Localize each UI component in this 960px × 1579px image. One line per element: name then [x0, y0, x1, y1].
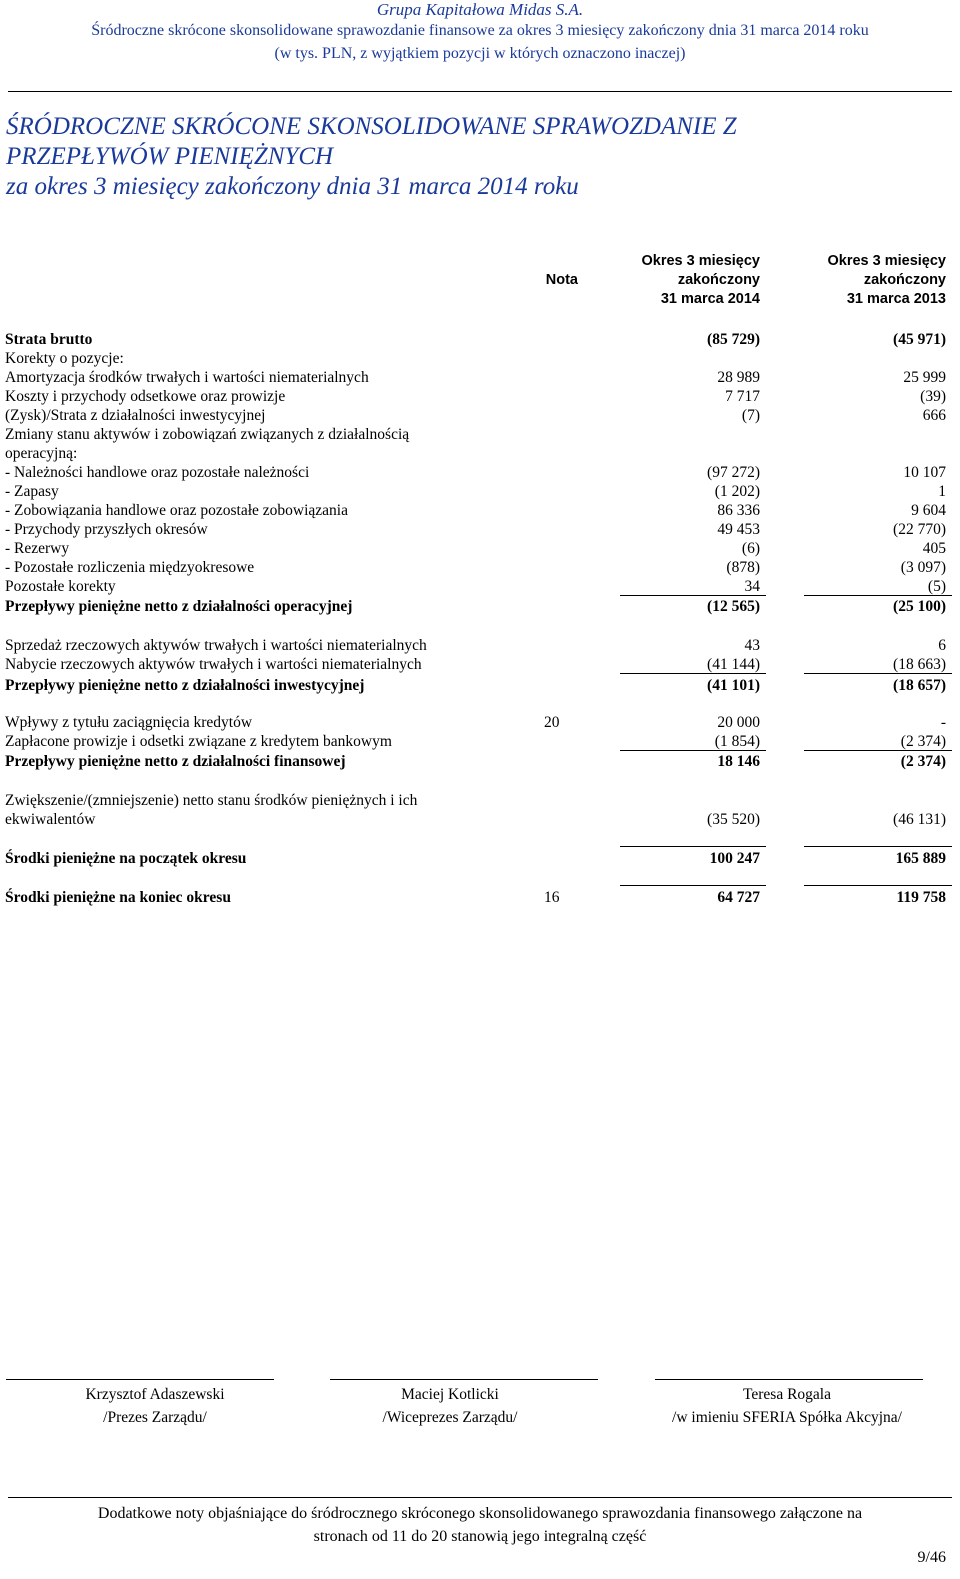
row-label: Środki pieniężne na początek okresu [5, 850, 247, 867]
table-row [0, 368, 960, 387]
row-label: Zwiększenie/(zmniejszenie) netto stanu środków pieniężnych i ich [5, 792, 418, 809]
signature-line [655, 1379, 923, 1380]
signatory-role: /Prezes Zarządu/ [103, 1409, 207, 1426]
row-value-2014: (1 202) [714, 483, 760, 500]
row-value-2013: (18 663) [893, 656, 946, 673]
table-row [0, 636, 960, 655]
row-value-2013: 405 [922, 540, 946, 557]
row-value-2013: 119 758 [896, 889, 946, 906]
row-value-2013: 10 107 [903, 464, 946, 481]
page-number: 9/46 [917, 1549, 946, 1566]
subtotal-line [620, 673, 766, 674]
table-row [0, 406, 960, 425]
signatory-role: /w imieniu SFERIA Spółka Akcyjna/ [672, 1409, 902, 1426]
row-value-2014: (878) [726, 559, 760, 576]
row-value-2014: 100 247 [709, 850, 760, 867]
signatory-role: /Wiceprezes Zarządu/ [382, 1409, 518, 1426]
row-label: Zapłacone prowizje i odsetki związane z kredytem bankowym [5, 733, 392, 750]
row-value-2013: (25 100) [893, 598, 946, 615]
header-divider [8, 91, 952, 92]
table-row [0, 752, 960, 771]
row-value-2013: (5) [927, 578, 946, 595]
table-row [0, 330, 960, 349]
column-2014-line3: 31 marca 2014 [660, 291, 760, 307]
row-value-2014: 28 989 [717, 369, 760, 386]
table-row [0, 520, 960, 539]
row-label: Nabycie rzeczowych aktywów trwałych i wartości niematerialnych [5, 656, 422, 673]
row-value-2014: (41 144) [707, 656, 760, 673]
row-value-2013: (18 657) [893, 677, 946, 694]
row-value-2013: (22 770) [893, 521, 946, 538]
subtotal-line [804, 673, 952, 674]
company-name: Grupa Kapitałowa Midas S.A. [376, 0, 584, 19]
column-2014-line1: Okres 3 miesięcy [641, 253, 760, 269]
row-value-2013: 165 889 [895, 850, 946, 867]
row-value-2014: (41 101) [707, 677, 760, 694]
signatory-name: Krzysztof Adaszewski [85, 1386, 225, 1403]
table-row [0, 387, 960, 406]
row-value-2013: (46 131) [893, 811, 946, 828]
table-row [0, 577, 960, 596]
table-row [0, 888, 960, 907]
row-label: - Przychody przyszłych okresów [5, 521, 208, 538]
row-label: Środki pieniężne na koniec okresu [5, 889, 231, 906]
row-value-2014: 18 146 [717, 753, 760, 770]
row-label: - Zobowiązania handlowe oraz pozostałe zobowiązania [5, 502, 348, 519]
column-header-2014 [641, 252, 760, 309]
row-value-2014: (7) [741, 407, 760, 424]
row-label: Wpływy z tytułu zaciągnięcia kredytów [5, 714, 253, 731]
row-nota: 20 [544, 714, 560, 731]
row-label: Przepływy pieniężne netto z działalności inwestycyjnej [5, 677, 365, 694]
nota-column-header: Nota [545, 272, 578, 288]
row-label: operacyjną: [5, 445, 78, 462]
row-label: - Należności handlowe oraz pozostałe należności [5, 464, 310, 481]
table-row [0, 849, 960, 868]
table-row [0, 349, 960, 368]
row-label: Pozostałe korekty [5, 578, 116, 595]
column-2013-line1: Okres 3 miesięcy [827, 253, 946, 269]
table-row [0, 791, 960, 810]
row-label: Koszty i przychody odsetkowe oraz prowizje [5, 388, 286, 405]
subtotal-line [804, 846, 952, 847]
table-row [0, 444, 960, 463]
subtotal-line [804, 750, 952, 751]
subtotal-line [804, 885, 952, 886]
row-label: - Zapasy [5, 483, 59, 500]
row-value-2014: 86 336 [717, 502, 760, 519]
row-value-2013: 6 [938, 637, 946, 654]
row-label: Strata brutto [5, 331, 93, 348]
row-value-2013: (3 097) [900, 559, 946, 576]
row-value-2013: - [940, 714, 946, 731]
row-value-2013: 1 [938, 483, 946, 500]
table-row [0, 732, 960, 751]
footer-note-line1: Dodatkowe noty objaśniające do śródrocznego skróconego skonsolidowanego sprawozdania finansowego załączone na [97, 1505, 863, 1522]
table-row [0, 810, 960, 829]
signature-line [330, 1379, 598, 1380]
row-nota: 16 [544, 889, 560, 906]
signatory-name: Teresa Rogala [743, 1386, 831, 1403]
row-value-2014: 43 [744, 637, 760, 654]
row-label: Przepływy pieniężne netto z działalności finansowej [5, 753, 346, 770]
row-label: Przepływy pieniężne netto z działalności operacyjnej [5, 598, 353, 615]
column-2013-line2: zakończony [863, 272, 946, 288]
subtotal-line [620, 750, 766, 751]
column-2014-line2: zakończony [677, 272, 760, 288]
table-row [0, 558, 960, 577]
row-label: (Zysk)/Strata z działalności inwestycyjnej [5, 407, 266, 424]
table-row [0, 425, 960, 444]
currency-note: (w tys. PLN, z wyjątkiem pozycji w których oznaczono inaczej) [274, 45, 686, 62]
footer-divider [8, 1497, 952, 1498]
signatory-name: Maciej Kotlicki [401, 1386, 499, 1403]
row-value-2014: 7 717 [725, 388, 760, 405]
row-value-2014: (1 854) [714, 733, 760, 750]
report-subtitle: Śródroczne skrócone skonsolidowane sprawozdanie finansowe za okres 3 miesięcy zakończony dnia 31 marca 2014 roku [91, 22, 869, 39]
row-value-2013: 9 604 [911, 502, 946, 519]
row-value-2014: 49 453 [717, 521, 760, 538]
table-row [0, 713, 960, 732]
column-header-2013 [827, 252, 946, 309]
row-value-2013: (39) [920, 388, 946, 405]
table-row [0, 539, 960, 558]
row-label: Zmiany stanu aktywów i zobowiązań związanych z działalnością [5, 426, 410, 443]
row-value-2014: (35 520) [707, 811, 760, 828]
column-2013-line3: 31 marca 2013 [846, 291, 946, 307]
table-row [0, 482, 960, 501]
row-value-2014: 64 727 [717, 889, 760, 906]
row-value-2013: 25 999 [903, 369, 946, 386]
row-label: ekwiwalentów [5, 811, 96, 828]
table-row [0, 676, 960, 695]
row-value-2013: 666 [922, 407, 946, 424]
statement-title-line1: ŚRÓDROCZNE SKRÓCONE SKONSOLIDOWANE SPRAWOZDANIE Z [6, 113, 737, 140]
signature-line [6, 1379, 274, 1380]
row-value-2013: (2 374) [900, 753, 946, 770]
statement-title-line2: PRZEPŁYWÓW PIENIĘŻNYCH [6, 143, 334, 170]
row-label: - Pozostałe rozliczenia międzyokresowe [5, 559, 255, 576]
row-value-2014: 34 [744, 578, 760, 595]
table-row [0, 501, 960, 520]
row-label: - Rezerwy [5, 540, 70, 557]
subtotal-line [804, 595, 952, 596]
row-value-2013: (45 971) [893, 331, 946, 348]
statement-title-period: za okres 3 miesięcy zakończony dnia 31 marca 2014 roku [6, 173, 579, 200]
footer-note-line2: stronach od 11 do 20 stanowią jego integralną część [313, 1528, 647, 1545]
table-row [0, 655, 960, 674]
table-row [0, 463, 960, 482]
row-value-2013: (2 374) [900, 733, 946, 750]
row-label: Sprzedaż rzeczowych aktywów trwałych i wartości niematerialnych [5, 637, 427, 654]
row-value-2014: (85 729) [707, 331, 760, 348]
row-value-2014: 20 000 [717, 714, 760, 731]
subtotal-line [620, 595, 766, 596]
row-value-2014: (12 565) [707, 598, 760, 615]
row-label: Amortyzacja środków trwałych i wartości niematerialnych [5, 369, 369, 386]
subtotal-line [620, 885, 766, 886]
row-value-2014: (6) [741, 540, 760, 557]
row-label: Korekty o pozycje: [5, 350, 124, 367]
subtotal-line [620, 846, 766, 847]
row-value-2014: (97 272) [707, 464, 760, 481]
table-row [0, 597, 960, 616]
